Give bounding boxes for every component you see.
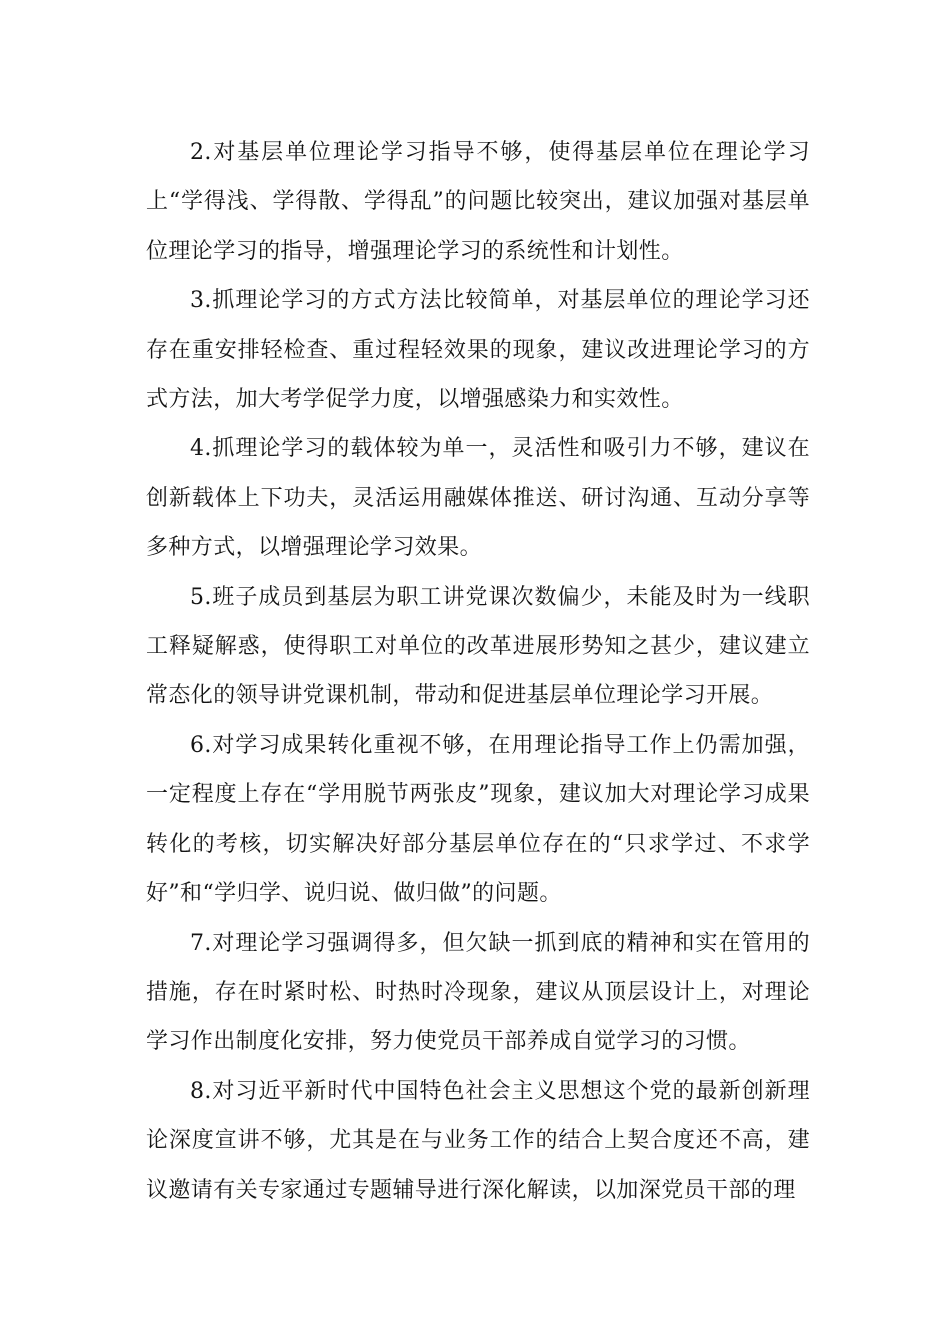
paragraph-item-5: 5.班子成员到基层为职工讲党课次数偏少，未能及时为一线职工释疑解惑，使得职工对单位的改革进展形势知之甚少，建议建立常态化的领导讲党课机制，带动和促进基层单位理论学习开展。 — [146, 584, 810, 709]
document-body — [146, 128, 810, 1215]
paragraph-item-3: 3.抓理论学习的方式方法比较简单，对基层单位的理论学习还存在重安排轻检查、重过程轻效果的现象，建议改进理论学习的方式方法，加大考学促学力度，以增强感染力和实效性。 — [146, 288, 810, 413]
paragraph-item-8: 8.对习近平新时代中国特色社会主义思想这个党的最新创新理论深度宣讲不够，尤其是在与业务工作的结合上契合度还不高，建议邀请有关专家通过专题辅导进行深化解读，以加深党员干部的理 — [146, 1078, 810, 1203]
paragraph-item-2: 2.对基层单位理论学习指导不够，使得基层单位在理论学习上“学得浅、学得散、学得乱”的问题比较突出，建议加强对基层单位理论学习的指导，增强理论学习的系统性和计划性。 — [146, 140, 810, 264]
paragraph-item-7: 7.对理论学习强调得多，但欠缺一抓到底的精神和实在管用的措施，存在时紧时松、时热时冷现象，建议从顶层设计上，对理论学习作出制度化安排，努力使党员干部养成自觉学习的习惯。 — [146, 930, 810, 1055]
paragraph-item-6: 6.对学习成果转化重视不够，在用理论指导工作上仍需加强，一定程度上存在“学用脱节两张皮”现象，建议加大对理论学习成果转化的考核，切实解决好部分基层单位存在的“只求学过、不求学好”和“学归学、说归说、做归做”的问题。 — [146, 732, 810, 907]
paragraph-item-4: 4.抓理论学习的载体较为单一，灵活性和吸引力不够，建议在创新载体上下功夫，灵活运用融媒体推送、研讨沟通、互动分享等多种方式，以增强理论学习效果。 — [146, 436, 810, 561]
